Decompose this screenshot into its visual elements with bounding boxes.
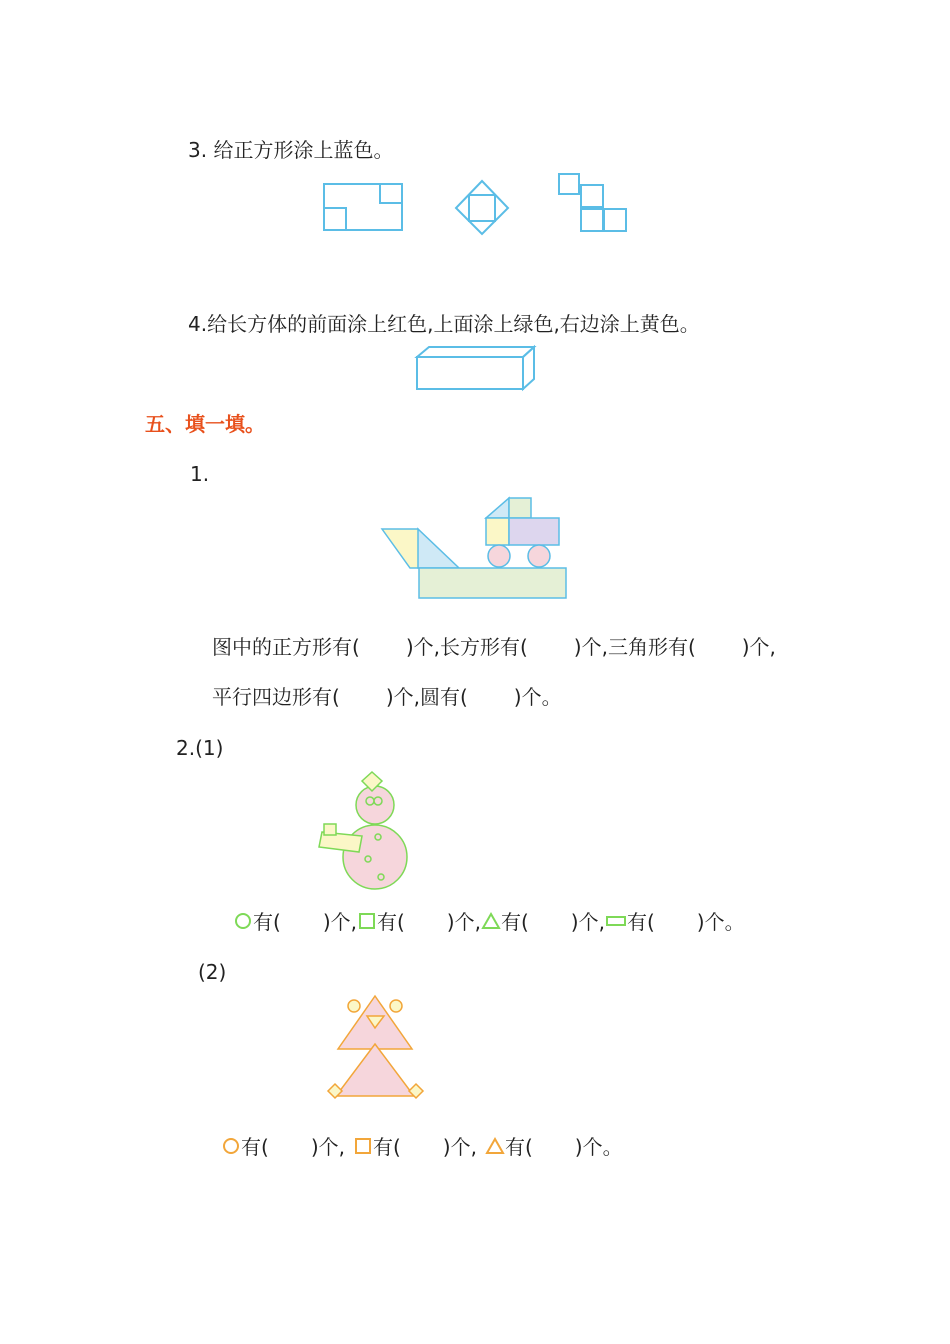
ear-circle-right — [390, 1000, 402, 1012]
question-3-text: 3. 给正方形涂上蓝色。 — [188, 138, 394, 162]
rectangle-count-prompt: 有( — [626, 910, 655, 934]
triangle-count-prompt: 有( — [500, 910, 529, 934]
inner-square — [469, 195, 495, 221]
question-5-2-2-label: (2) — [198, 960, 227, 984]
wheel-circle-right — [528, 545, 550, 567]
question-5-2-2-answer-line — [221, 1136, 623, 1157]
step-square-3 — [581, 209, 603, 231]
triangle-count-prompt: 有( — [504, 1135, 533, 1159]
small-square-line — [324, 208, 346, 230]
triangle-count-prompt: )个,三角形有( — [573, 635, 696, 659]
line-1-end: )个, — [741, 635, 776, 659]
ear-circle-left — [348, 1000, 360, 1012]
cab-triangle — [486, 498, 509, 518]
square-count-end: )个, — [442, 1135, 477, 1159]
cargo-rectangle — [509, 518, 559, 545]
triangle-icon — [481, 911, 501, 931]
section-5-heading: 五、填一填。 — [145, 412, 265, 436]
rectangle-count-prompt: )个,长方形有( — [405, 635, 528, 659]
diamond-shape — [456, 181, 508, 234]
cuboid-front-face — [417, 357, 523, 389]
base-rectangle — [419, 568, 566, 598]
circle-count-prompt: )个,圆有( — [385, 685, 468, 709]
question-3-shapes — [315, 168, 635, 240]
question-5-2-1-answer-line — [233, 911, 745, 932]
square-icon — [353, 1136, 373, 1156]
cuboid-right-face — [523, 347, 534, 389]
square-count-prompt: 图中的正方形有( — [212, 635, 360, 659]
parallelogram-count-prompt: 平行四边形有( — [212, 685, 340, 709]
circle-count-end: )个, — [310, 1135, 345, 1159]
step-square-4 — [604, 209, 626, 231]
snowman-figure — [314, 766, 418, 894]
question-5-1-number: 1. — [190, 462, 210, 486]
cuboid-top-face — [417, 347, 534, 357]
cab-top-square — [509, 498, 531, 518]
square-count-prompt: 有( — [376, 910, 405, 934]
square-count-end: )个, — [446, 910, 481, 934]
circle-count-prompt: 有( — [241, 1135, 269, 1159]
square-count-prompt: 有( — [372, 1135, 401, 1159]
triangle-count-end: )个, — [570, 910, 605, 934]
step-square-1 — [559, 174, 579, 194]
question-5-2-number: 2.(1) — [176, 736, 224, 760]
body-triangle — [336, 1044, 414, 1096]
circle-icon — [221, 1136, 241, 1156]
cab-square — [486, 518, 509, 545]
step-square-2 — [581, 185, 603, 207]
line-2-end: )个。 — [513, 685, 562, 709]
wheel-circle-left — [488, 545, 510, 567]
square-icon — [357, 911, 377, 931]
question-5-1-line-2 — [212, 687, 562, 707]
circle-count-prompt: 有( — [253, 910, 281, 934]
hand-square — [324, 824, 336, 835]
arm-triangle — [418, 529, 459, 568]
truck-figure — [378, 492, 574, 604]
head-circle — [356, 786, 394, 824]
circle-count-end: )个, — [322, 910, 357, 934]
question-5-1-line-1 — [212, 637, 776, 657]
triangle-count-end: )个。 — [574, 1135, 623, 1159]
corner-line — [380, 184, 402, 203]
triangle-icon — [485, 1136, 505, 1156]
cuboid-figure — [410, 342, 542, 396]
rectangle-count-end: )个。 — [696, 910, 745, 934]
circle-icon — [233, 911, 253, 931]
rectangle-icon — [605, 911, 627, 931]
bird-figure — [322, 992, 430, 1100]
question-4-text: 4.给长方体的前面涂上红色,上面涂上绿色,右边涂上黄色。 — [188, 312, 700, 336]
